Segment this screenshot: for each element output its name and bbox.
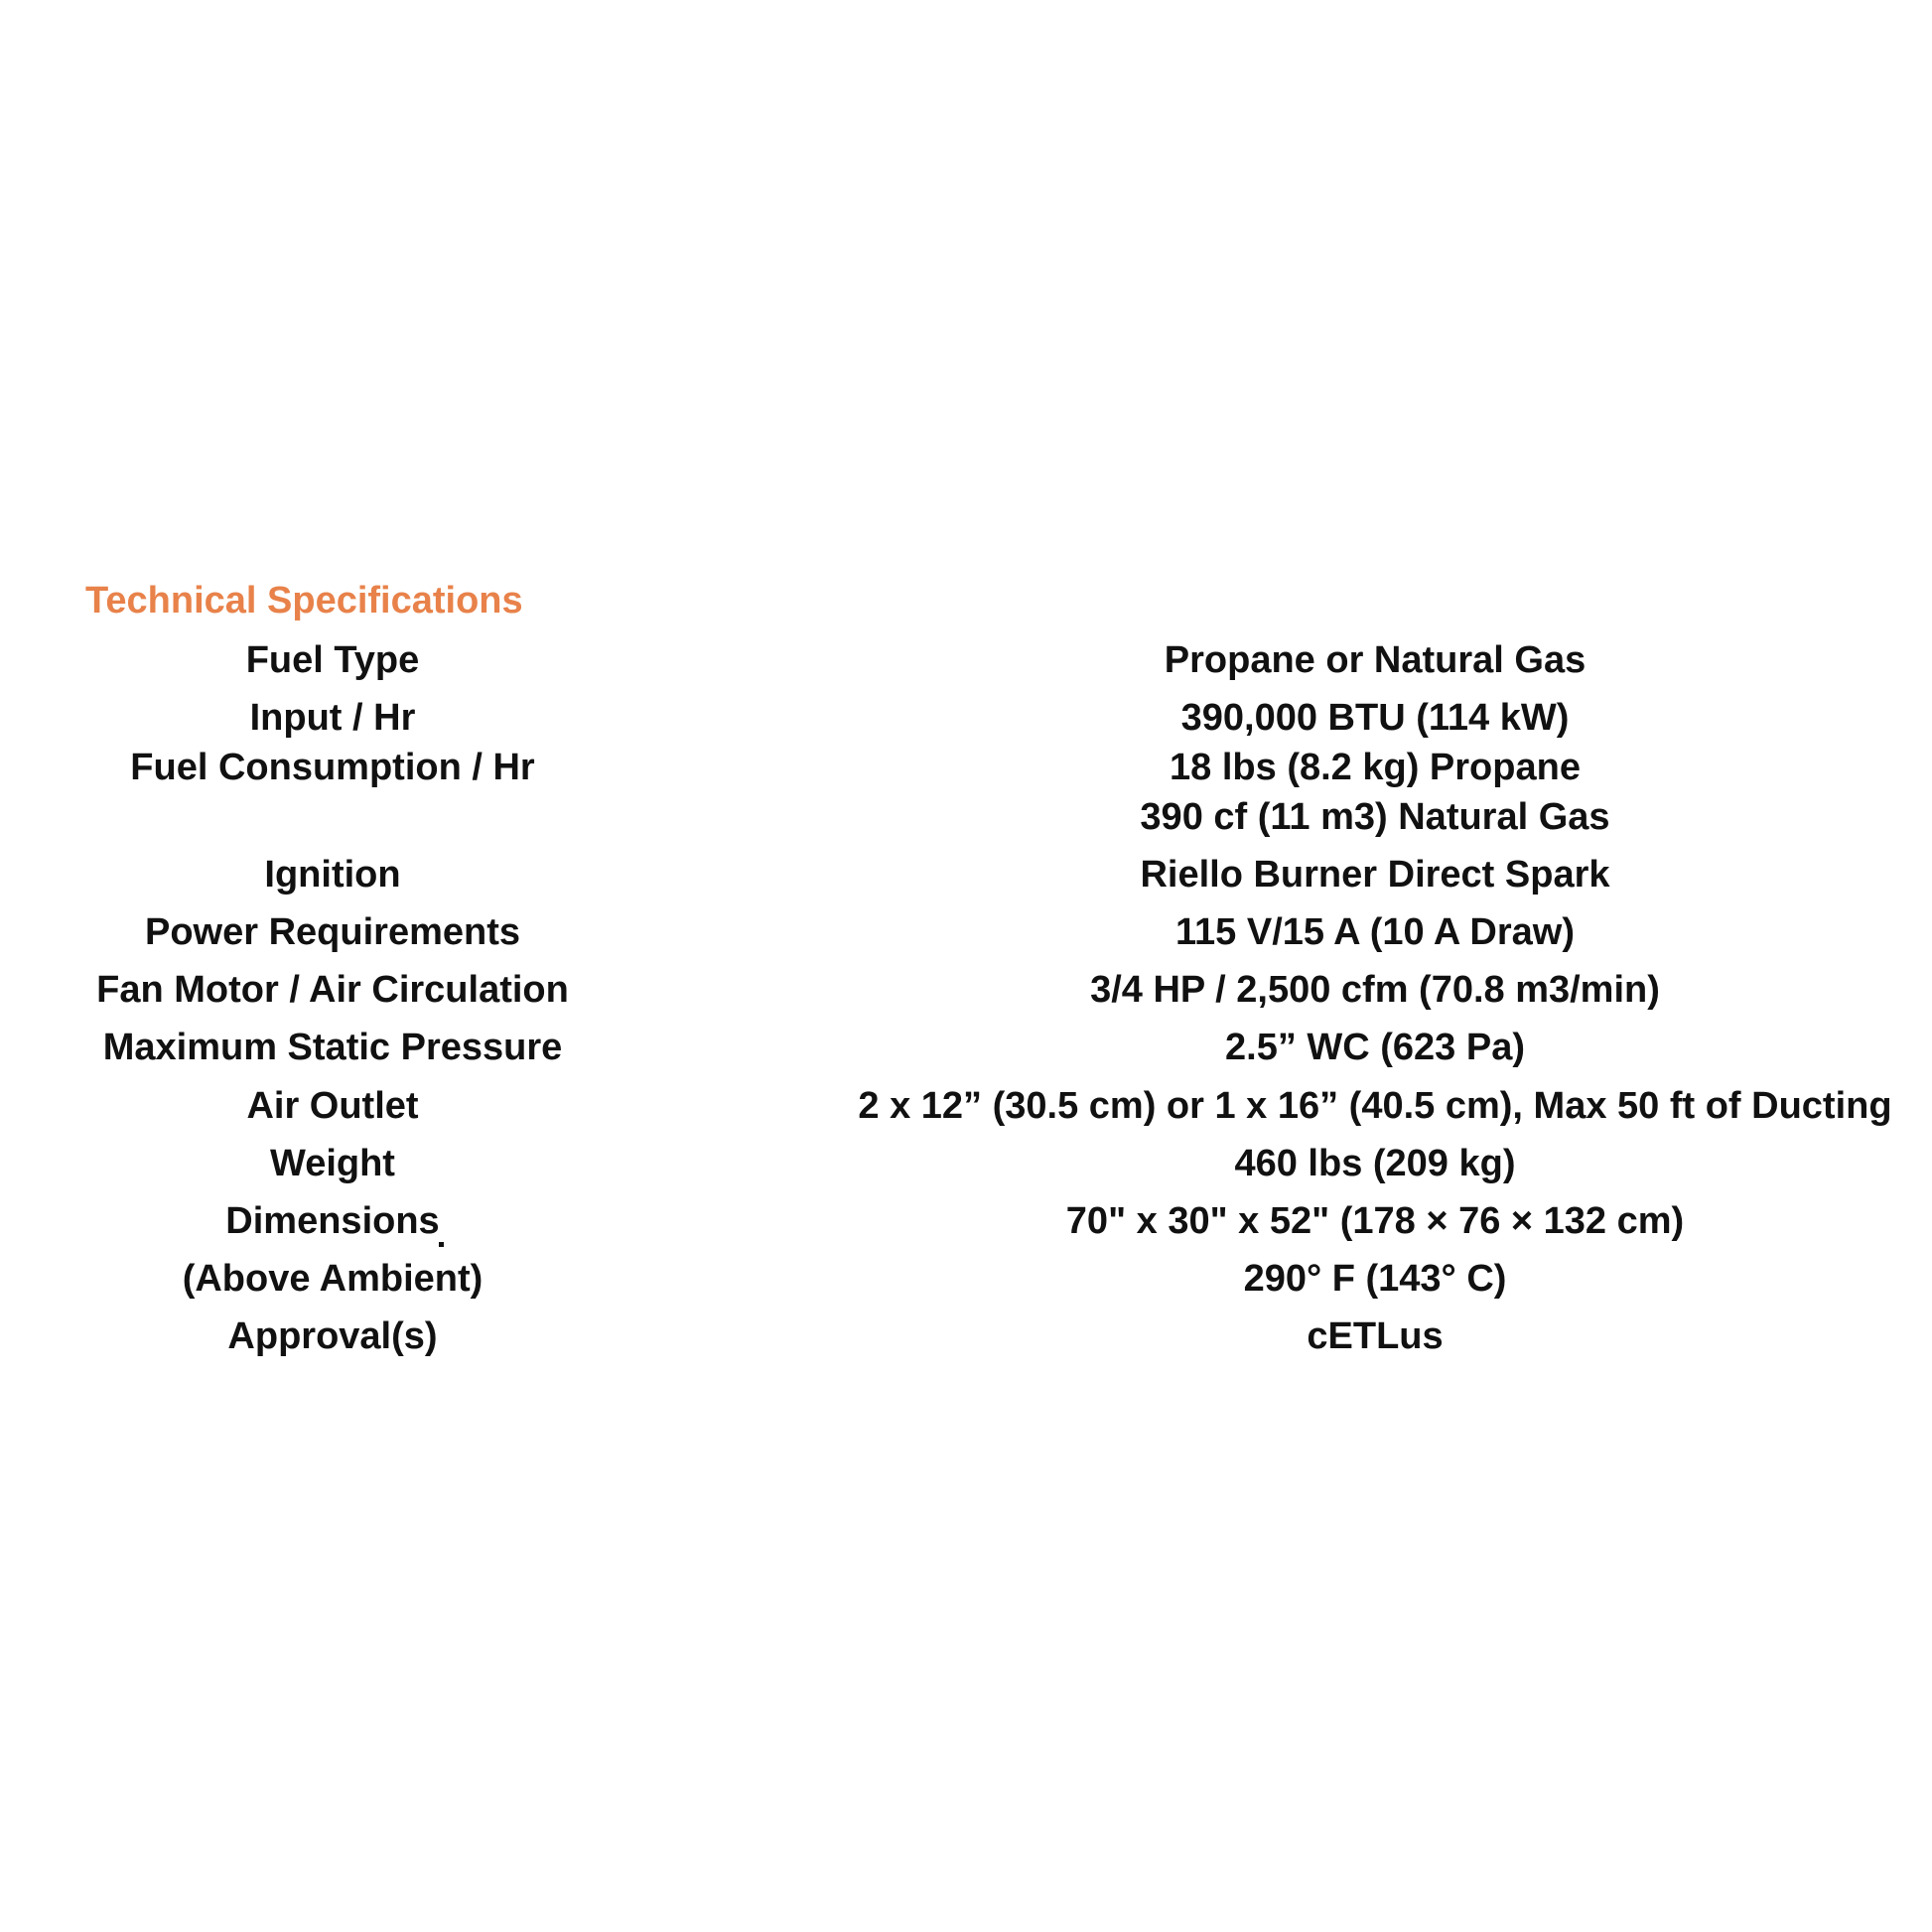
spec-label-fuel-consumption: Fuel Consumption / Hr xyxy=(130,747,535,788)
spec-value-input: 390,000 BTU (114 kW) xyxy=(1180,697,1570,739)
spec-label-input: Input / Hr xyxy=(249,697,416,739)
spec-value-fan-motor: 3/4 HP / 2,500 cfm (70.8 m3/min) xyxy=(1090,969,1660,1011)
spec-label-static-pressure: Maximum Static Pressure xyxy=(102,1027,563,1068)
spec-label-fan-motor: Fan Motor / Air Circulation xyxy=(96,969,569,1011)
spec-label-dimensions: Dimensions xyxy=(225,1200,440,1242)
spec-value-fuel-type: Propane or Natural Gas xyxy=(1164,639,1587,681)
spec-value-approvals: cETLus xyxy=(1307,1315,1444,1357)
section-title: Technical Specifications xyxy=(85,580,523,621)
spec-value-fuel-consumption-natural-gas: 390 cf (11 m3) Natural Gas xyxy=(1140,796,1610,838)
spec-value-air-outlet: 2 x 12” (30.5 cm) or 1 x 16” (40.5 cm), Max 50 ft of Ducting xyxy=(858,1085,1892,1127)
spec-label-ignition: Ignition xyxy=(264,854,401,896)
spec-value-power: 115 V/15 A (10 A Draw) xyxy=(1174,911,1575,953)
spec-label-fuel-type: Fuel Type xyxy=(245,639,420,681)
spec-label-approvals: Approval(s) xyxy=(227,1315,438,1357)
spec-value-weight: 460 lbs (209 kg) xyxy=(1234,1143,1516,1184)
spec-label-weight: Weight xyxy=(270,1143,395,1184)
spec-value-dimensions: 70" x 30" x 52" (178 × 76 × 132 cm) xyxy=(1065,1200,1685,1242)
spec-value-temperature-rise: 290° F (143° C) xyxy=(1243,1258,1507,1300)
spec-label-temperature-rise: (Above Ambient) xyxy=(182,1258,483,1300)
stray-dot xyxy=(439,1242,444,1247)
spec-value-fuel-consumption-propane: 18 lbs (8.2 kg) Propane xyxy=(1170,747,1581,788)
spec-label-air-outlet: Air Outlet xyxy=(246,1085,419,1127)
spec-label-power: Power Requirements xyxy=(145,911,520,953)
spec-value-ignition: Riello Burner Direct Spark xyxy=(1140,854,1610,896)
spec-value-static-pressure: 2.5” WC (623 Pa) xyxy=(1225,1027,1525,1068)
